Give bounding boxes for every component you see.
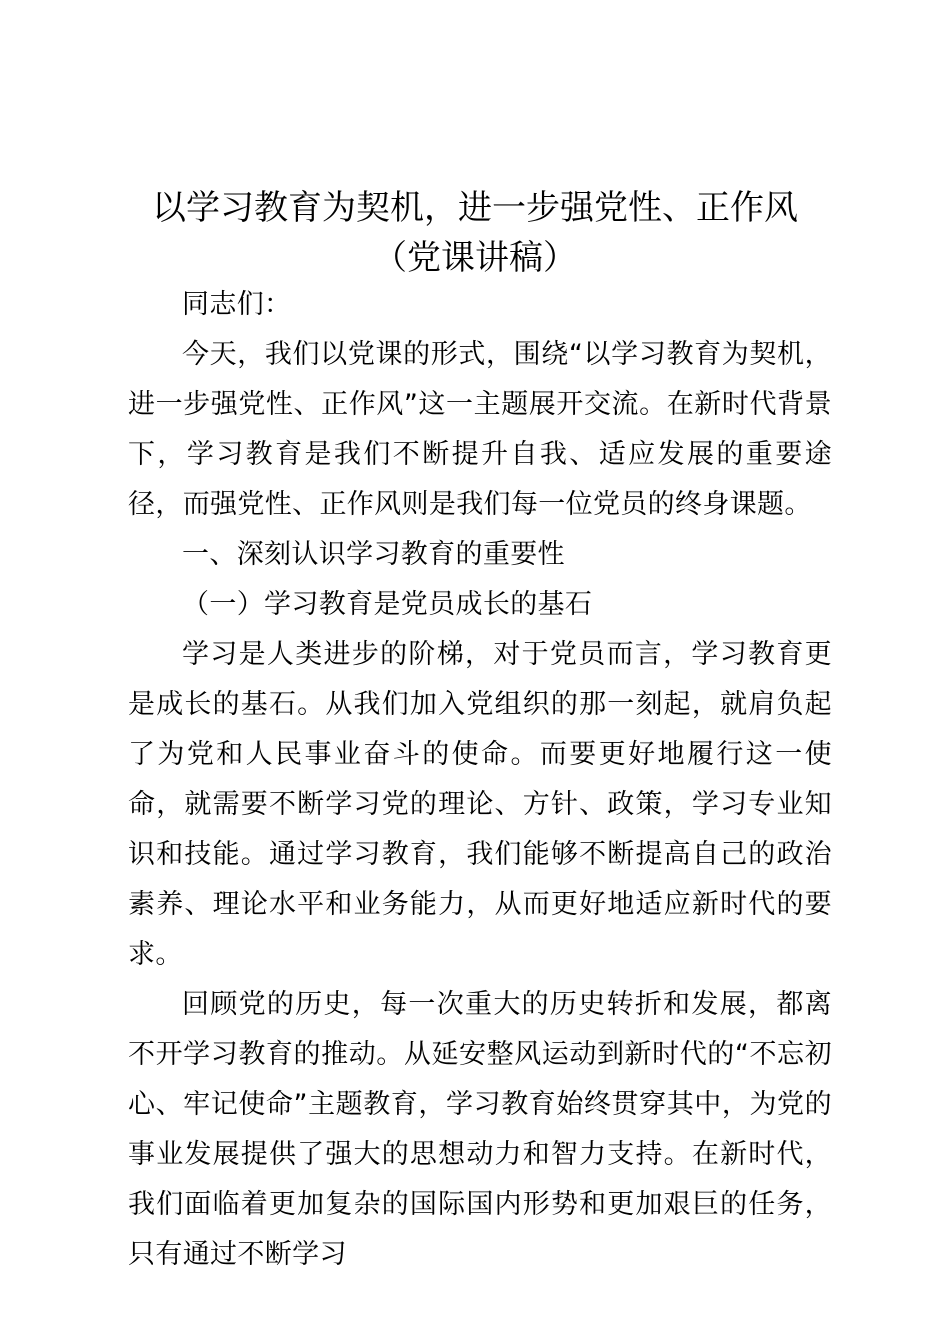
paragraph: 回顾党的历史，每一次重大的历史转折和发展，都离不开学习教育的推动。从延安整风运动到新时代的“不忘初心、牢记使命”主题教育，学习教育始终贯穿其中，为党的事业发展提供了强大的思想动力和智力支持。在新时代，我们面临着更加复杂的国际国内形势和更加艰巨的任务，只有通过不断学习 (128, 989, 832, 1270)
paragraph: 学习是人类进步的阶梯，对于党员而言，学习教育更是成长的基石。从我们加入党组织的那一刻起，就肩负起了为党和人民事业奋斗的使命。而要更好地履行这一使命，就需要不断学习党的理论、方针、政策，学习专业知识和技能。通过学习教育，我们能够不断提高自己的政治素养、理论水平和业务能力，从而更好地适应新时代的要求。 (128, 639, 832, 970)
section-heading: 一、深刻认识学习教育的重要性 (182, 539, 565, 570)
document-body (128, 280, 832, 1280)
document-subtitle: （党课讲稿） (373, 238, 577, 278)
subsection-heading: （一）学习教育是党员成长的基石 (182, 589, 593, 620)
document-title: 以学习教育为契机，进一步强党性、正作风 (152, 188, 798, 228)
paragraph-intro: 今天，我们以党课的形式，围绕“以学习教育为契机，进一步强党性、正作风”这一主题展开交流。在新时代背景下，学习教育是我们不断提升自我、适应发展的重要途径，而强党性、正作风则是我们每一位党员的终身课题。 (128, 339, 832, 520)
salutation: 同志们： (182, 289, 292, 320)
